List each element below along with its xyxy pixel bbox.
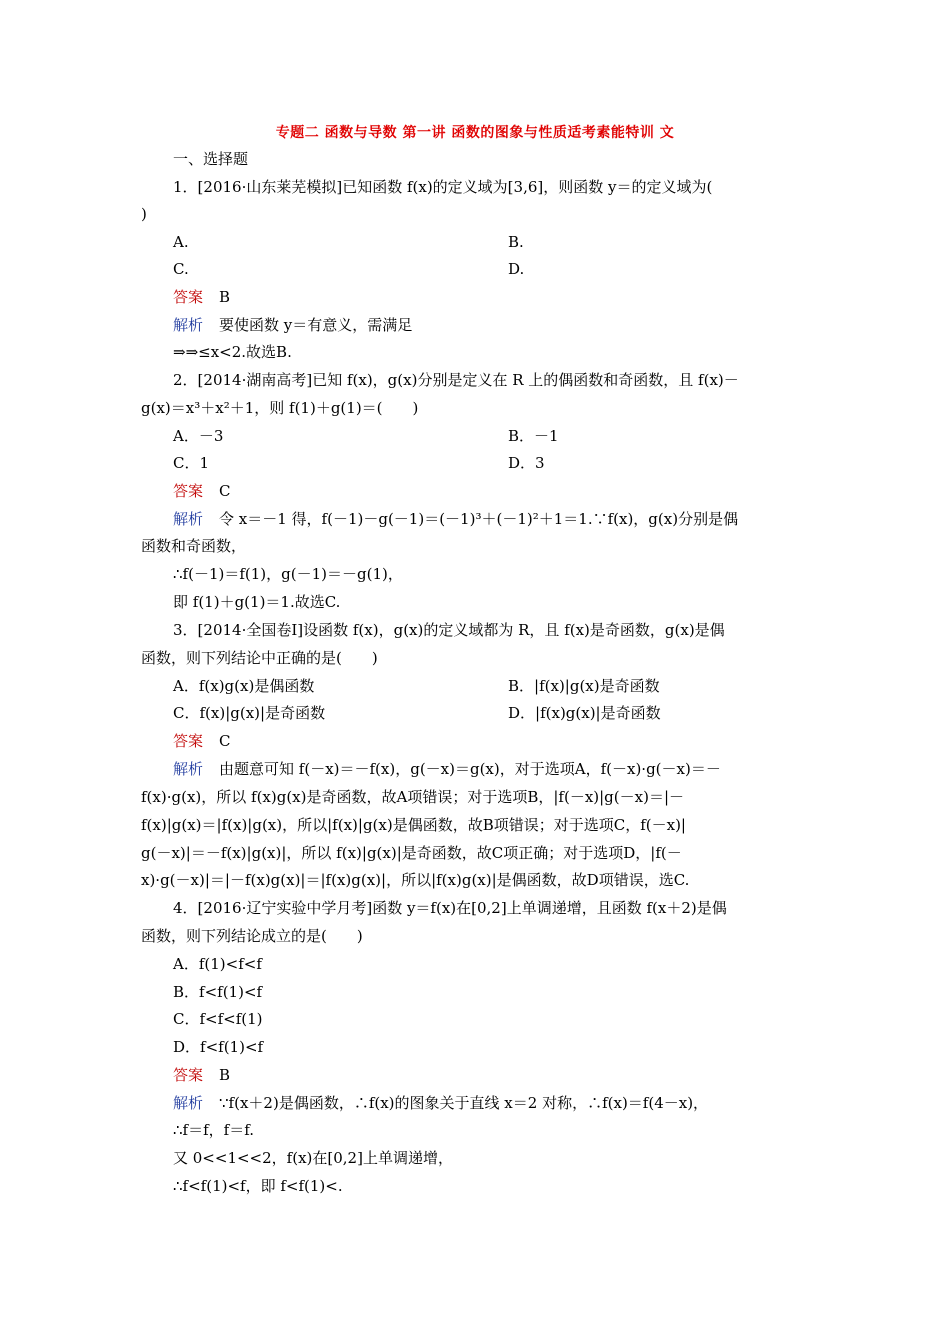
answer-label: 答案 [173, 1066, 204, 1084]
q3-analysis-line-3: f(x)|g(x)＝|f(x)|g(x)，所以|f(x)|g(x)是偶函数，故B项错误；对于选项C，f(－x)| [141, 816, 686, 834]
q2-analysis-line-4: 即 f(1)＋g(1)＝1.故选C. [173, 593, 341, 611]
analysis-text: 令 x＝－1 得，f(－1)－g(－1)＝(－1)³＋(－1)²＋1＝1.∵f(x)，g(x)分别是偶 [219, 510, 739, 528]
q1-answer [173, 287, 230, 307]
q2-analysis-line-1 [173, 509, 738, 529]
q2-answer [173, 481, 231, 501]
analysis-text: 由题意可知 f(－x)＝－f(x)，g(－x)＝g(x)，对于选项A，f(－x)·g(－x)＝－ [219, 760, 721, 778]
q3-stem-line-2: 函数，则下列结论中正确的是( ) [141, 649, 378, 667]
q4-answer [173, 1065, 230, 1085]
document-title: 专题二 函数与导数 第一讲 函数的图象与性质适考素能特训 文 [275, 125, 675, 141]
q2-option-b: B．－1 [508, 427, 559, 445]
q4-option-a: A．f(1)<f<f [173, 955, 262, 973]
q2-stem-line-1: 2．[2014·湖南高考]已知 f(x)，g(x)分别是定义在 R 上的偶函数和奇函数，且 f(x)－ [173, 371, 739, 389]
q2-stem-line-2: g(x)＝x³＋x²＋1，则 f(1)＋g(1)＝( ) [141, 399, 419, 417]
q3-analysis-line-2: f(x)·g(x)，所以 f(x)g(x)是奇函数，故A项错误；对于选项B，|f(－x)|g(－x)＝|－ [141, 788, 684, 806]
q4-analysis-line-2: ∴f＝f，f＝f. [173, 1121, 254, 1139]
analysis-text: ∵f(x＋2)是偶函数，∴f(x)的图象关于直线 x＝2 对称，∴f(x)＝f(4－x)， [219, 1094, 709, 1112]
q3-stem-line-1: 3．[2014·全国卷Ⅰ]设函数 f(x)，g(x)的定义域都为 R，且 f(x)是奇函数，g(x)是偶 [173, 621, 725, 639]
answer-value: B [219, 1066, 231, 1084]
answer-value: B [219, 288, 231, 306]
q3-option-b: B．|f(x)|g(x)是奇函数 [508, 677, 660, 695]
analysis-label: 解析 [173, 316, 204, 334]
q3-option-d: D．|f(x)g(x)|是奇函数 [508, 704, 661, 722]
answer-label: 答案 [173, 482, 204, 500]
q1-stem-line-1: 1．[2016·山东莱芜模拟]已知函数 f(x)的定义域为[3,6]，则函数 y＝的定义域为( [173, 178, 713, 196]
q4-option-d: D．f<f(1)<f [173, 1038, 264, 1056]
q4-stem-line-1: 4．[2016·辽宁实验中学月考]函数 y＝f(x)在[0,2]上单调递增，且函数 f(x＋2)是偶 [173, 899, 727, 917]
q1-option-a: A. [173, 233, 189, 251]
q3-analysis-line-1 [173, 759, 721, 779]
section-heading: 一、选择题 [173, 150, 249, 168]
q4-analysis-line-3: 又 0<<1<<2，f(x)在[0,2]上单调递增， [173, 1149, 453, 1167]
q2-option-a: A．－3 [173, 427, 224, 445]
q4-analysis-line-1 [173, 1093, 708, 1113]
analysis-text: 要使函数 y＝有意义，需满足 [219, 316, 413, 334]
q2-option-c: C．1 [173, 454, 210, 472]
q1-analysis-line-1 [173, 315, 412, 335]
q1-stem-line-2: ) [141, 205, 147, 223]
analysis-label: 解析 [173, 510, 204, 528]
answer-value: C [219, 732, 231, 750]
q1-option-c: C. [173, 260, 189, 278]
q4-option-b: B．f<f(1)<f [173, 983, 263, 1001]
analysis-label: 解析 [173, 1094, 204, 1112]
q3-option-c: C．f(x)|g(x)|是奇函数 [173, 704, 326, 722]
q4-option-c: C．f<f<f(1) [173, 1010, 263, 1028]
q1-option-d: D. [508, 260, 525, 278]
q4-stem-line-2: 函数，则下列结论成立的是( ) [141, 927, 363, 945]
analysis-label: 解析 [173, 760, 204, 778]
q3-answer [173, 731, 231, 751]
answer-label: 答案 [173, 732, 204, 750]
q3-analysis-line-4: g(－x)|＝－f(x)|g(x)|，所以 f(x)|g(x)|是奇函数，故C项正确；对于选项D，|f(－ [141, 844, 682, 862]
answer-label: 答案 [173, 288, 204, 306]
q2-analysis-line-2: 函数和奇函数， [141, 537, 247, 555]
q2-option-d: D．3 [508, 454, 545, 472]
q1-analysis-line-2: ⇒⇒≤x<2.故选B. [173, 343, 292, 361]
q4-analysis-line-4: ∴f<f(1)<f，即 f<f(1)<. [173, 1177, 343, 1195]
q1-option-b: B. [508, 233, 524, 251]
q3-analysis-line-5: x)·g(－x)|＝|－f(x)g(x)|＝|f(x)g(x)|，所以|f(x)g(x)|是偶函数，故D项错误，选C. [141, 871, 690, 889]
q2-analysis-line-3: ∴f(－1)＝f(1)，g(－1)＝－g(1)， [173, 565, 403, 583]
q3-option-a: A．f(x)g(x)是偶函数 [173, 677, 315, 695]
answer-value: C [219, 482, 231, 500]
